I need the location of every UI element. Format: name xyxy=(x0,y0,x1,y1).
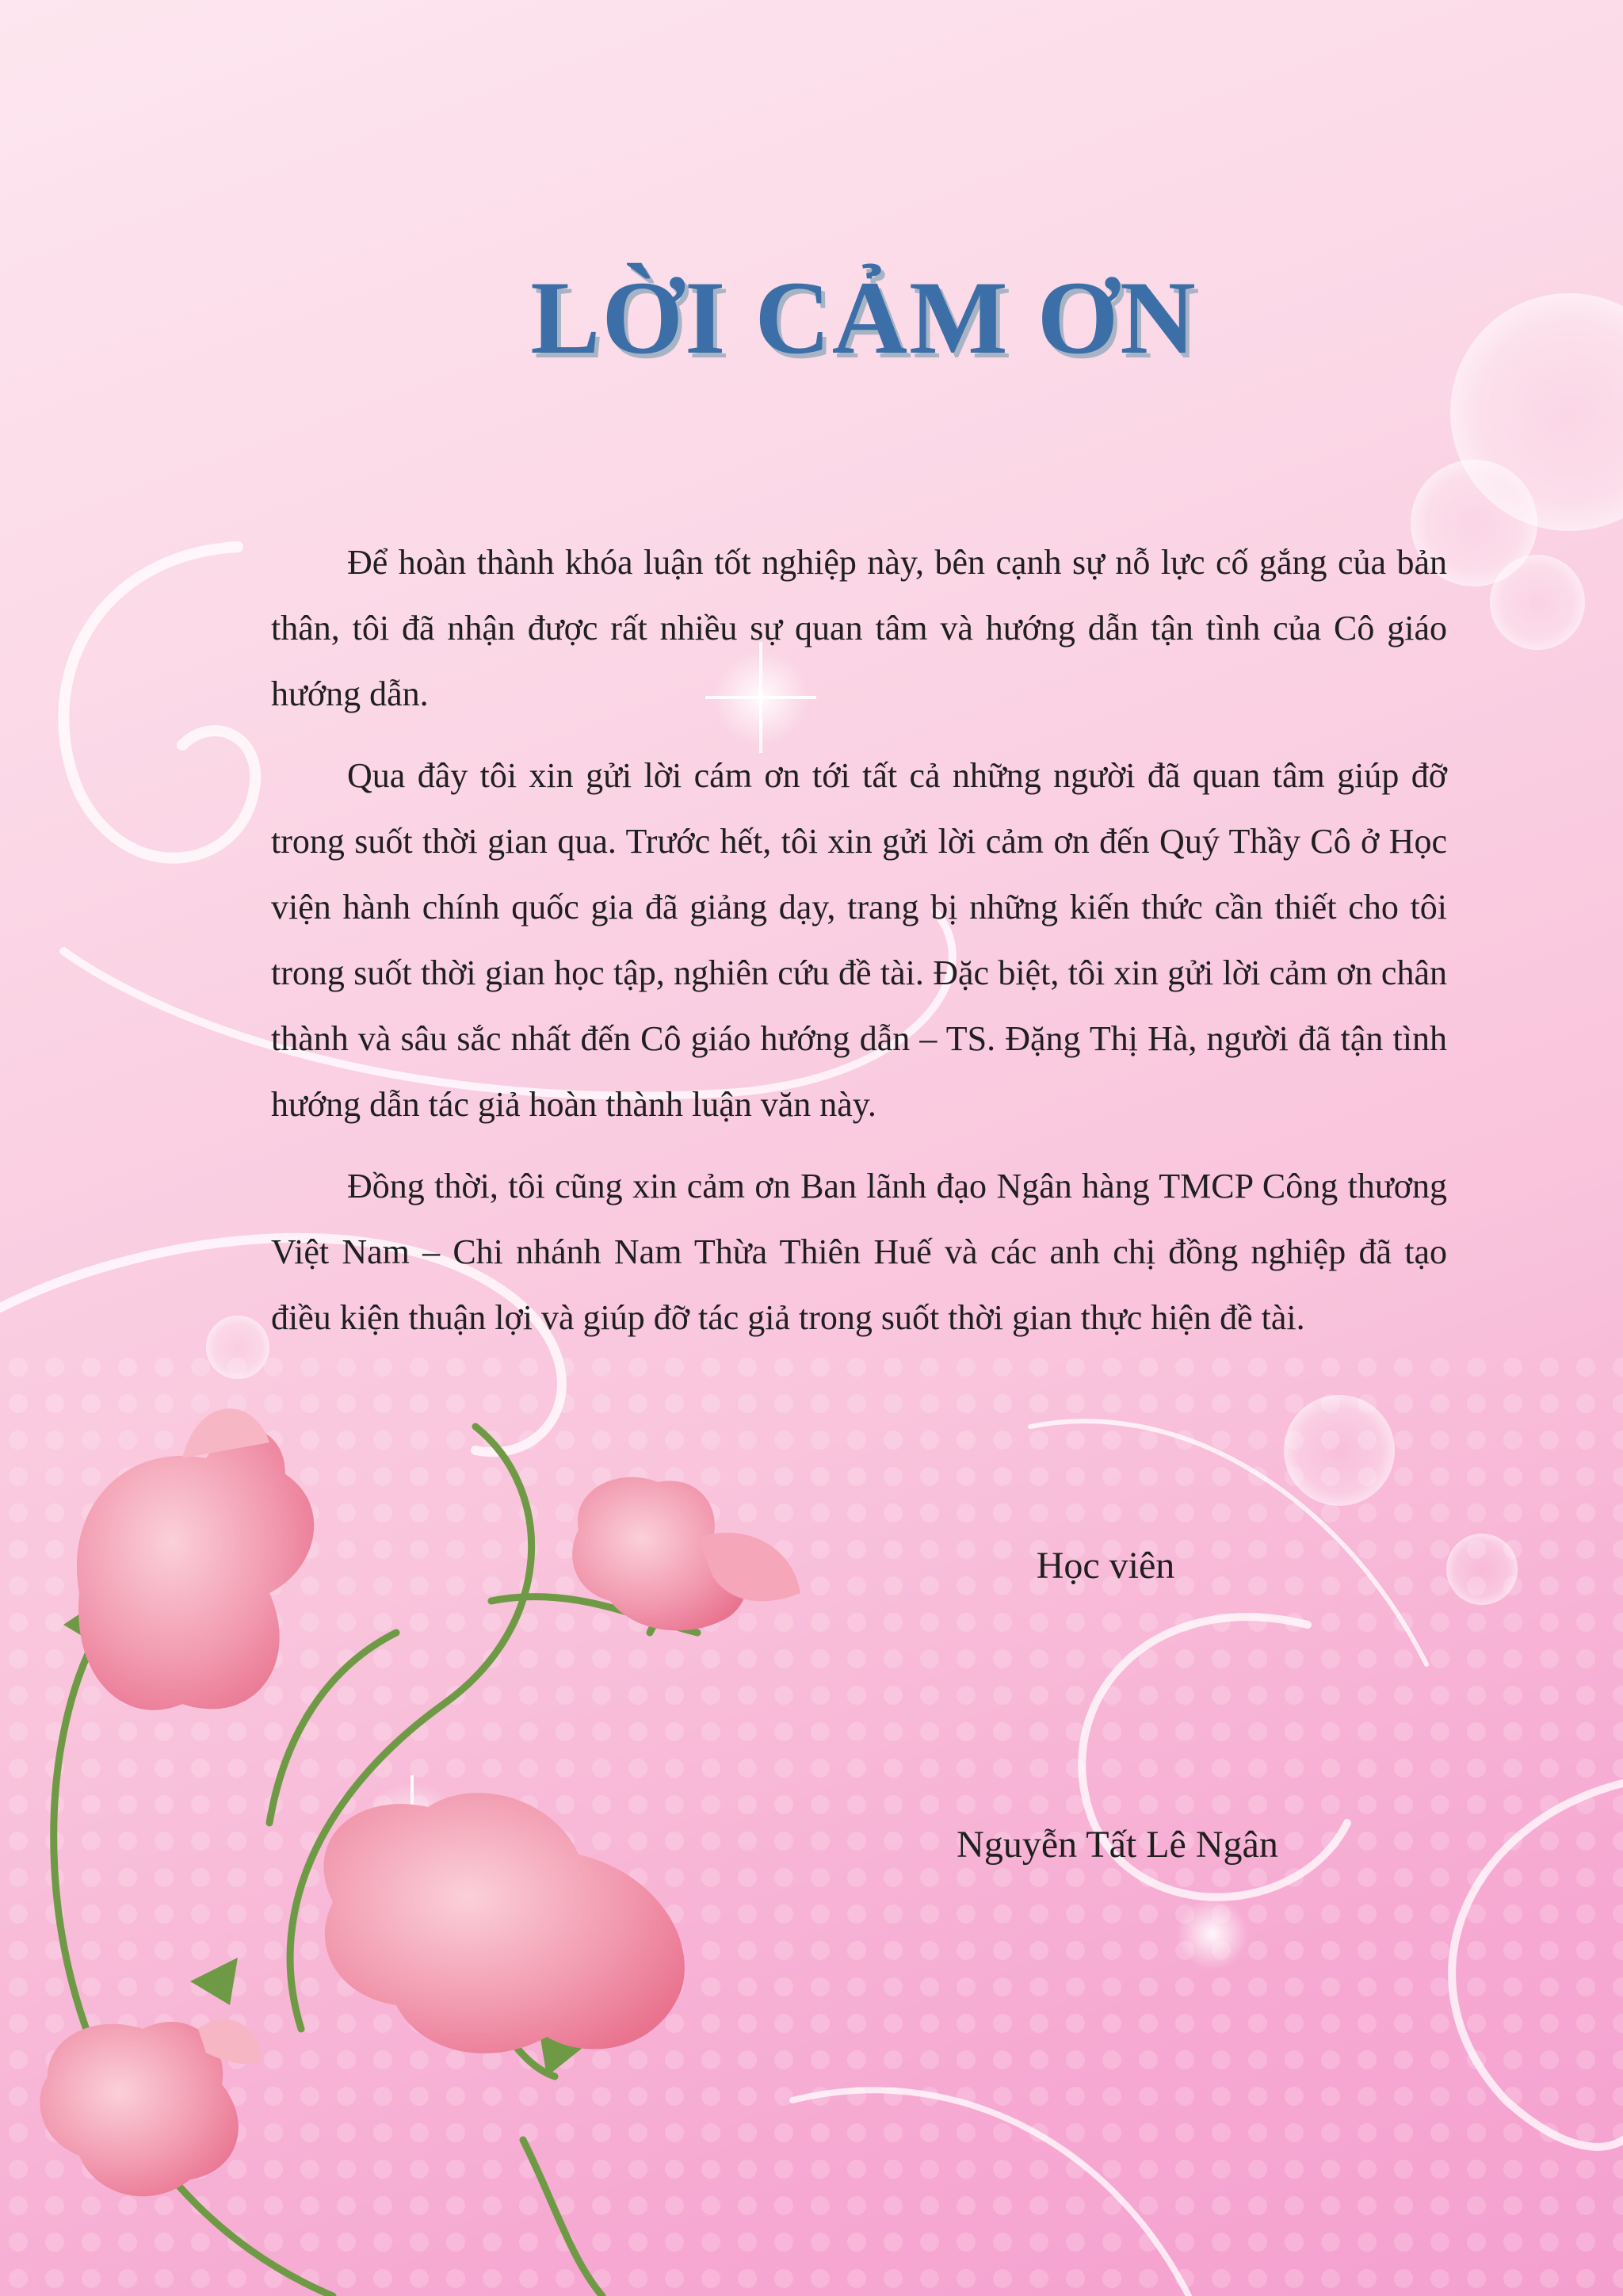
paragraph-3: Đồng thời, tôi cũng xin cảm ơn Ban lãnh đạo Ngân hàng TMCP Công thương Việt Nam – Chi nhánh Nam Thừa Thiên Huế và các anh chị đồng nghiệp đã tạo điều kiện thuận lợi và giúp đỡ tác giả trong suốt thời gian thực hiện đề tài. xyxy=(271,1167,1447,1337)
signature-name: Nguyễn Tất Lê Ngân xyxy=(957,1824,1278,1866)
signature-role: Học viên xyxy=(1036,1545,1175,1587)
acknowledgement-body xyxy=(271,529,1447,1366)
paragraph-2: Qua đây tôi xin gửi lời cám ơn tới tất cả những người đã quan tâm giúp đỡ trong suốt thời gian qua. Trước hết, tôi xin gửi lời cảm ơn đến Quý Thầy Cô ở Học viện hành chính quốc gia đã giảng dạy, trang bị những kiến thức cần thiết cho tôi trong suốt thời gian học tập, nghiên cứu đề tài. Đặc biệt, tôi xin gửi lời cảm ơn chân thành và sâu sắc nhất đến Cô giáo hướng dẫn – TS. Đặng Thị Hà, người đã tận tình hướng dẫn tác giả hoàn thành luận văn này. xyxy=(271,756,1447,1124)
paragraph-1: Để hoàn thành khóa luận tốt nghiệp này, bên cạnh sự nỗ lực cố gắng của bản thân, tôi đã nhận được rất nhiều sự quan tâm và hướng dẫn tận tình của Cô giáo hướng dẫn. xyxy=(271,543,1447,713)
page-title: LỜI CẢM ƠN xyxy=(530,259,1197,376)
